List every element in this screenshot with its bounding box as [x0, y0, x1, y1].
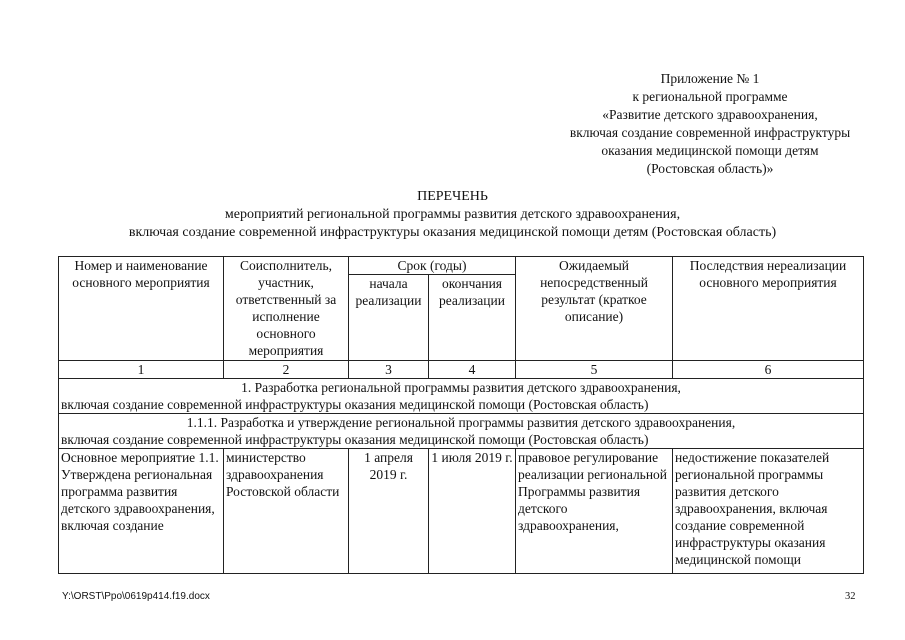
header-executor: Соисполнитель, участник, ответственный за исполнение основного мероприятия — [224, 257, 349, 361]
activity-end: 1 июля 2019 г. — [429, 449, 516, 574]
activity-start: 1 апреля 2019 г. — [349, 449, 429, 574]
header-period: Срок (годы) — [349, 257, 516, 275]
column-number: 6 — [673, 361, 864, 379]
number-row — [59, 361, 864, 379]
file-path: Y:\ORST\Ppo\0619p414.f19.docx — [62, 591, 210, 602]
appendix-line: к региональной программе — [632, 89, 788, 104]
column-number: 5 — [516, 361, 673, 379]
section-row — [59, 379, 864, 414]
header-start: начала реализации — [349, 275, 429, 361]
column-number: 1 — [59, 361, 224, 379]
subsection-row — [59, 414, 864, 449]
appendix-line: (Ростовская область)» — [646, 161, 774, 176]
document-title — [0, 188, 905, 242]
title-heading: ПЕРЕЧЕНЬ — [417, 189, 488, 204]
header-result: Ожидаемый непосредственный результат (краткое описание) — [516, 257, 673, 361]
activity-consequences: недостижение показателей региональной программы развития детского здравоохранения, включая создание современной инфраструктуры оказания медицинской помощи — [673, 449, 864, 574]
section-line: 1.1.1. Разработка и утверждение региональной программы развития детского здравоохранения, — [186, 415, 736, 430]
activity-name: Основное мероприятие 1.1. Утверждена региональная программа развития детского здравоохранения, включая создание — [59, 449, 224, 574]
section-heading-1 — [59, 379, 864, 414]
activity-result: правовое регулирование реализации региональной Программы развития детского здравоохранения, — [516, 449, 673, 574]
section-line: включая создание современной инфраструктуры оказания медицинской помощи (Ростовская область) — [61, 432, 649, 447]
column-number: 3 — [349, 361, 429, 379]
column-number: 2 — [224, 361, 349, 379]
appendix-line: Приложение № 1 — [660, 71, 760, 86]
title-line: мероприятий региональной программы развития детского здравоохранения, — [224, 207, 681, 222]
appendix-line: «Развитие детского здравоохранения, — [602, 107, 818, 122]
appendix-header — [520, 70, 900, 178]
section-line: включая создание современной инфраструктуры оказания медицинской помощи (Ростовская область) — [61, 397, 649, 412]
header-end: окончания реализации — [429, 275, 516, 361]
column-number: 4 — [429, 361, 516, 379]
activity-executor: министерство здравоохранения Ростовской области — [224, 449, 349, 574]
page-number: 32 — [845, 591, 856, 602]
activities-table — [58, 256, 864, 574]
appendix-line: оказания медицинской помощи детям — [601, 143, 819, 158]
table-row — [59, 449, 864, 574]
header-name: Номер и наименование основного мероприятия — [59, 257, 224, 361]
section-heading-2 — [59, 414, 864, 449]
header-consequences: Последствия нереализации основного мероприятия — [673, 257, 864, 361]
section-line: 1. Разработка региональной программы развития детского здравоохранения, — [241, 380, 681, 395]
header-row — [59, 257, 864, 275]
title-line: включая создание современной инфраструктуры оказания медицинской помощи детям (Ростовская область) — [128, 225, 777, 240]
appendix-line: включая создание современной инфраструктуры — [569, 125, 851, 140]
